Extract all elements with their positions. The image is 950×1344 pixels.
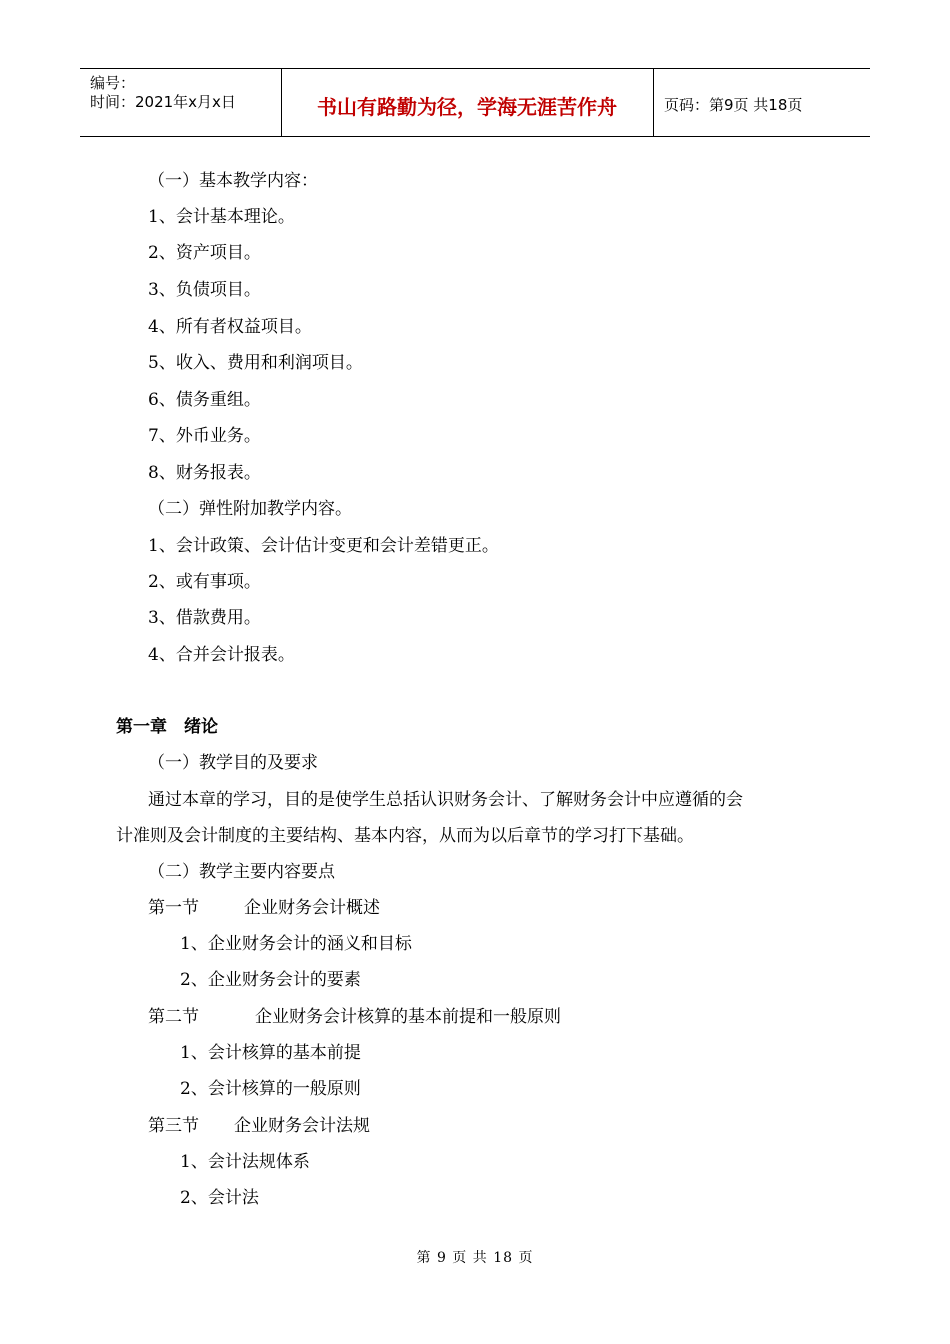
header-center-cell <box>281 69 654 136</box>
number-label: 编号： <box>90 74 136 92</box>
page-number-label: 页码：第9页 共18页 <box>664 96 803 114</box>
section-label: 第三节 <box>148 1116 199 1136</box>
paragraph-line: 通过本章的学习，目的是使学生总括认识财务会计、了解财务会计中应遵循的会 <box>148 790 743 810</box>
list-item: 6、债务重组。 <box>148 390 261 410</box>
list-item: 2、会计法 <box>180 1188 259 1208</box>
list-item: 1、会计基本理论。 <box>148 207 295 227</box>
list-item: 3、借款费用。 <box>148 608 261 628</box>
header-right-cell <box>654 69 870 136</box>
list-item: 4、合并会计报表。 <box>148 645 295 665</box>
list-item: 5、收入、费用和利润项目。 <box>148 353 363 373</box>
section-heading: （二）教学主要内容要点 <box>148 862 335 882</box>
section-title: 企业财务会计法规 <box>234 1116 370 1136</box>
list-item: 2、企业财务会计的要素 <box>180 970 361 990</box>
list-item: 2、或有事项。 <box>148 572 261 592</box>
section-heading: （二）弹性附加教学内容。 <box>148 499 352 519</box>
time-label: 时间：2021年x月x日 <box>90 93 236 111</box>
page-header <box>80 68 870 137</box>
list-item: 1、会计法规体系 <box>180 1152 310 1172</box>
list-item: 4、所有者权益项目。 <box>148 317 312 337</box>
page-footer: 第 9 页 共 18 页 <box>416 1250 534 1266</box>
list-item: 2、会计核算的一般原则 <box>180 1079 361 1099</box>
list-item: 8、财务报表。 <box>148 463 261 483</box>
section-heading: （一）基本教学内容： <box>148 171 318 191</box>
section-heading: （一）教学目的及要求 <box>148 753 318 773</box>
chapter-title: 第一章 绪论 <box>116 717 218 737</box>
section-title: 企业财务会计概述 <box>244 898 380 918</box>
list-item: 7、外币业务。 <box>148 426 261 446</box>
paragraph-line: 计准则及会计制度的主要结构、基本内容，从而为以后章节的学习打下基础。 <box>116 826 694 846</box>
section-label: 第二节 <box>148 1007 199 1027</box>
list-item: 1、企业财务会计的涵义和目标 <box>180 934 412 954</box>
list-item: 2、资产项目。 <box>148 243 261 263</box>
header-left-cell <box>80 69 282 136</box>
list-item: 1、会计核算的基本前提 <box>180 1043 361 1063</box>
list-item: 1、会计政策、会计估计变更和会计差错更正。 <box>148 536 499 556</box>
section-title: 企业财务会计核算的基本前提和一般原则 <box>255 1007 561 1027</box>
header-motto: 书山有路勤为径，学海无涯苦作舟 <box>317 95 617 119</box>
section-label: 第一节 <box>148 898 199 918</box>
list-item: 3、负债项目。 <box>148 280 261 300</box>
